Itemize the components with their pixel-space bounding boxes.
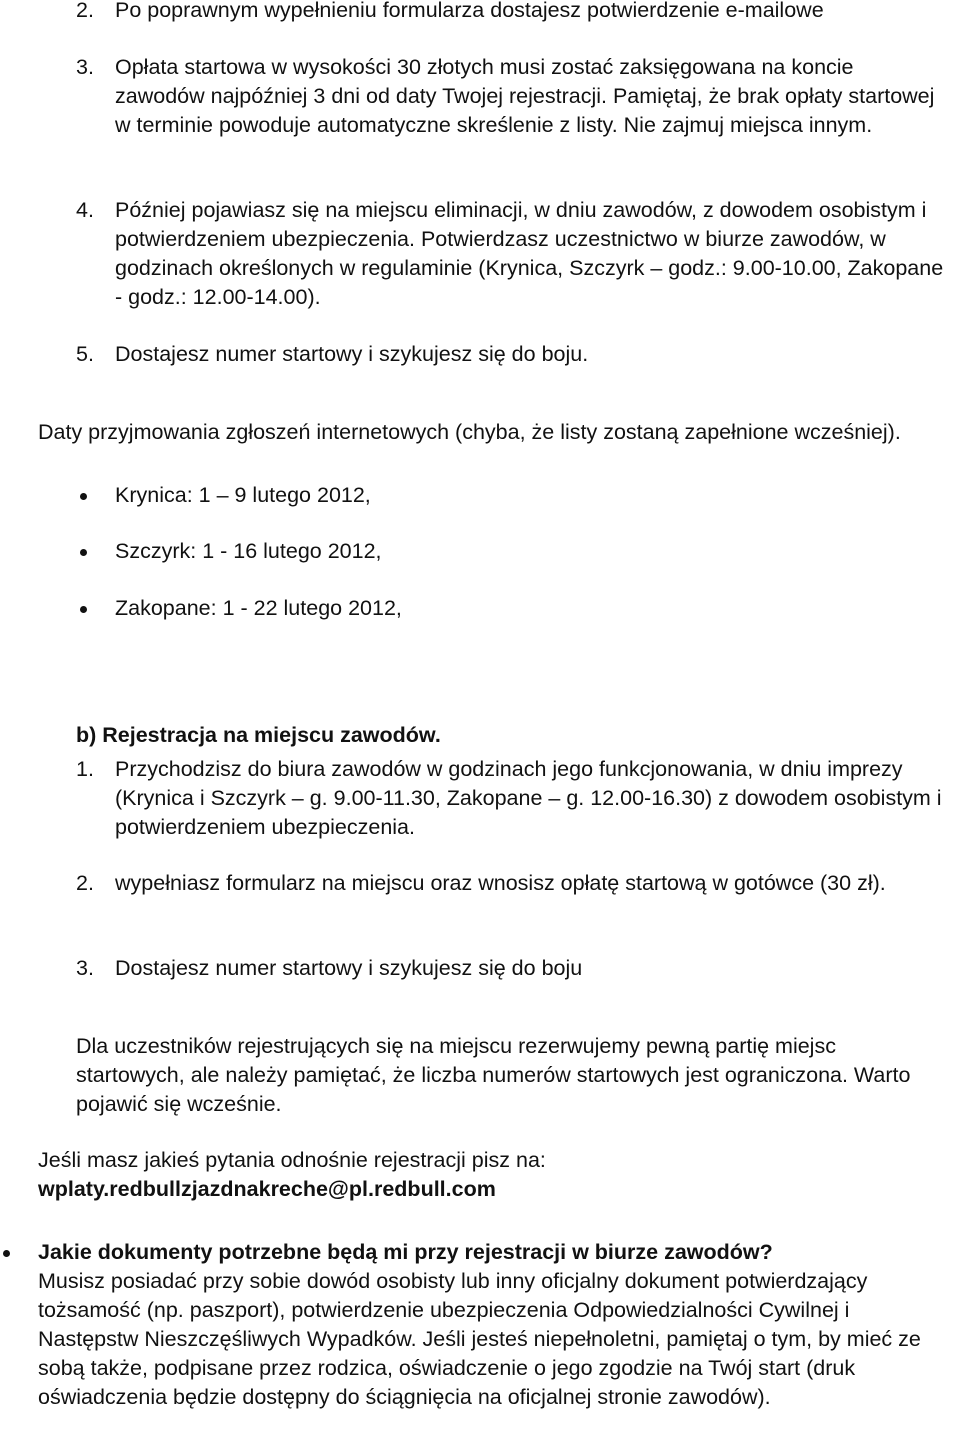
onsite-step-item (76, 954, 944, 983)
onsite-note: Dla uczestników rejestrujących się na miejscu rezerwujemy pewną partię miejsc startowych, ale należy pamiętać, że liczba numerów startowych jest ograniczona. Warto pojawić się wcześnie. (76, 1033, 911, 1116)
step-text: Opłata startowa w wysokości 30 złotych musi zostać zaksięgowana na koncie zawodów najpóźniej 3 dni od daty Twojej rejestracji. Pamiętaj, że brak opłaty startowej w terminie powoduje automatyczne skreślenie z listy. Nie zajmuj miejsca innym. (115, 55, 935, 137)
bullet-icon (80, 493, 87, 500)
faq-answer: Musisz posiadać przy sobie dowód osobisty lub inny oficjalny dokument potwierdzający tożsamość (np. paszport), potwierdzenie ubezpieczenia Odpowiedzialności Cywilnej i Następstw Nieszczęśliwych Wypadków. Jeśli jesteś niepełnoletni, pamiętaj o tym, by mieć ze sobą także, podpisane przez rodzica, oświadczenie o jego zgodzie na Twój start (druk oświadczenia będzie dostępny do ściągnięcia na oficjalnej stronie zawodów). (38, 1269, 921, 1409)
contact-text: Jeśli masz jakieś pytania odnośnie rejestracji pisz na: (38, 1147, 546, 1172)
deadline-item (76, 594, 944, 623)
faq-question: Jakie dokumenty potrzebne będą mi przy rejestracji w biurze zawodów? (38, 1240, 773, 1264)
deadline-text: Szczyrk: 1 - 16 lutego 2012, (115, 539, 382, 563)
step-item (76, 0, 944, 25)
step-item (76, 340, 944, 369)
section-b-heading: b) Rejestracja na miejscu zawodów. (76, 722, 441, 747)
step-number: 5. (76, 342, 94, 366)
deadline-item (76, 481, 944, 510)
bullet-icon (80, 606, 87, 613)
bullet-icon (3, 1250, 10, 1257)
step-text: Później pojawiasz się na miejscu eliminacji, w dniu zawodów, z dowodem osobistym i potwierdzeniem ubezpieczenia. Potwierdzasz uczestnictwo w biurze zawodów, w godzinach określonych w regulaminie (Krynica, Szczyrk – godz.: 9.00-10.00, Zakopane - godz.: 12.00-14.00). (115, 198, 944, 309)
step-item (76, 196, 944, 312)
step-number: 3. (76, 956, 94, 980)
step-text: Dostajesz numer startowy i szykujesz się do boju. (115, 342, 589, 366)
deadlines-intro: Daty przyjmowania zgłoszeń internetowych (chyba, że listy zostaną zapełnione wcześniej). (38, 419, 901, 444)
step-number: 2. (76, 871, 94, 895)
contact-email-link[interactable]: wplaty.redbullzjazdnakreche@pl.redbull.com (38, 1176, 496, 1201)
bullet-icon (80, 549, 87, 556)
faq-item (0, 1238, 944, 1412)
step-number: 4. (76, 198, 94, 222)
step-number: 3. (76, 55, 94, 79)
step-text: Przychodzisz do biura zawodów w godzinach jego funkcjonowania, w dniu imprezy (Krynica i Szczyrk – g. 9.00-11.30, Zakopane – g. 12.00-16.30) z dowodem osobistym i potwierdzeniem ubezpieczenia. (115, 757, 942, 839)
step-text: Dostajesz numer startowy i szykujesz się do boju (115, 956, 583, 980)
deadline-text: Zakopane: 1 - 22 lutego 2012, (115, 596, 402, 620)
step-item (76, 53, 944, 140)
step-number: 2. (76, 0, 94, 22)
step-text: wypełniasz formularz na miejscu oraz wnosisz opłatę startową w gotówce (30 zł). (115, 871, 886, 895)
step-text: Po poprawnym wypełnieniu formularza dostajesz potwierdzenie e-mailowe (115, 0, 824, 22)
deadline-item (76, 537, 944, 566)
step-number: 1. (76, 757, 94, 781)
onsite-step-item (76, 755, 944, 842)
deadline-text: Krynica: 1 – 9 lutego 2012, (115, 483, 371, 507)
onsite-step-item (76, 869, 944, 898)
